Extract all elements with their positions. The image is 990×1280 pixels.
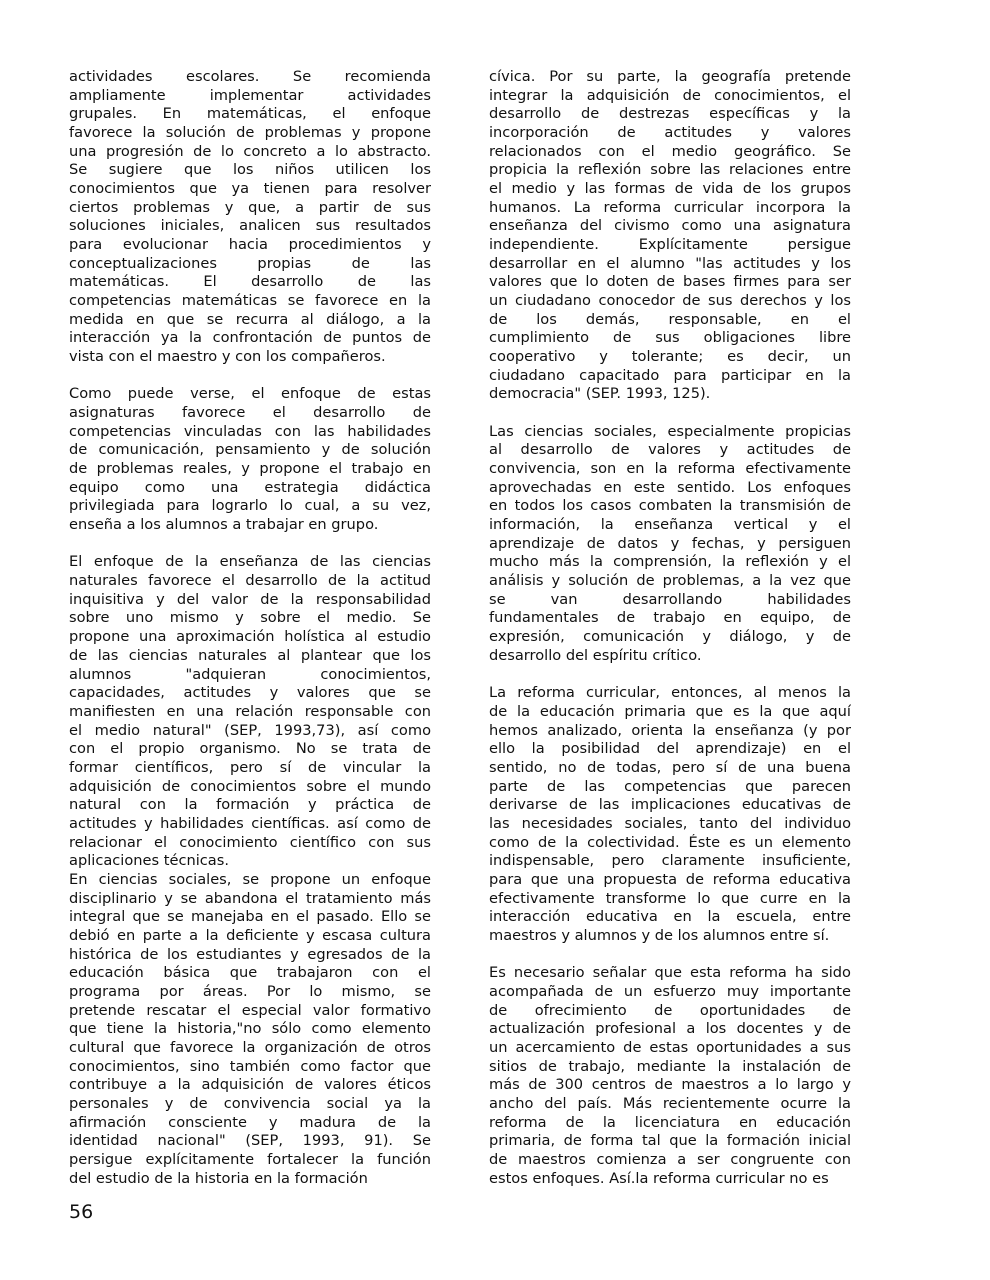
- text-line: ampliamente implementar actividades: [69, 86, 431, 104]
- text-line: aplicaciones técnicas.: [69, 852, 229, 870]
- text-line: mucho más la comprensión, la reflexión y el: [489, 553, 851, 571]
- text-line: enseñanza del civismo como una asignatura: [489, 217, 851, 235]
- text-line: de los demás, responsable, en el: [489, 310, 851, 328]
- text-line: conocimientos que ya tienen para resolver: [69, 180, 431, 198]
- text-line: medida en que se recurra al diálogo, a la: [69, 310, 431, 328]
- text-line: educación básica que trabajaron con el: [69, 964, 431, 982]
- text-line: La reforma curricular, entonces, al menos la: [489, 684, 851, 702]
- text-line: propicia la reflexión sobre las relaciones entre: [489, 161, 851, 179]
- text-line: vista con el maestro y con los compañeros.: [69, 348, 386, 366]
- text-line: asignaturas favorece el desarrollo de: [69, 404, 431, 422]
- paragraph: [489, 423, 851, 666]
- text-line: En ciencias sociales, se propone un enfoque: [69, 870, 431, 888]
- text-line: contribuye a la adquisición de valores éticos: [69, 1076, 431, 1094]
- text-line: de las ciencias naturales al plantear que los: [69, 646, 431, 664]
- text-line: análisis y solución de problemas, a la vez que: [489, 572, 851, 590]
- text-line: soluciones iniciales, analicen sus resultados: [69, 217, 431, 235]
- text-line: más de 300 centros de maestros a lo largo y: [489, 1076, 851, 1094]
- text-line: ciertos problemas y que, a partir de sus: [69, 198, 431, 216]
- text-line: disciplinario y se abandona el tratamiento más: [69, 889, 431, 907]
- text-line: como de la colectividad. Éste es un elemento: [489, 833, 851, 851]
- text-line: humanos. La reforma curricular incorpora la: [489, 198, 851, 216]
- text-line: estos enfoques. Así.la reforma curricular no es: [489, 1169, 829, 1187]
- text-line: persigue explícitamente fortalecer la función: [69, 1150, 431, 1168]
- text-line: ello la posibilidad del aprendizaje) en el: [489, 740, 851, 758]
- text-line: relacionados con el medio geográfico. Se: [489, 142, 851, 160]
- text-line: ancho del país. Más recientemente ocurre la: [489, 1094, 851, 1112]
- text-line: un ciudadano conocedor de sus derechos y los: [489, 292, 851, 310]
- page-number: 56: [69, 1201, 94, 1223]
- text-line: inquisitiva y del valor de la responsabilidad: [69, 590, 431, 608]
- text-line: de ofrecimiento de oportunidades de: [489, 1001, 851, 1019]
- text-line: Se sugiere que los niños utilicen los: [69, 161, 431, 179]
- paragraph-gap: [69, 535, 431, 554]
- text-line: aprendizaje de datos y fechas, y persiguen: [489, 534, 851, 552]
- text-line: indispensable, pero claramente insuficiente,: [489, 852, 851, 870]
- text-line: personales y de convivencia social ya la: [69, 1094, 431, 1112]
- text-line: capacidades, actitudes y valores que se: [69, 684, 431, 702]
- text-line: al desarrollo de valores y actitudes de: [489, 441, 851, 459]
- text-line: equipo como una estrategia didáctica: [69, 478, 431, 496]
- text-line: alumnos "adquieran conocimientos,: [69, 665, 431, 683]
- paragraph-gap: [489, 666, 851, 685]
- text-line: para evolucionar hacia procedimientos y: [69, 236, 431, 254]
- text-line: maestros y alumnos y de los alumnos entre sí.: [489, 926, 830, 944]
- text-line: en todos los casos combaten la transmisión de: [489, 497, 851, 515]
- paragraph: [489, 964, 851, 1188]
- text-line: de comunicación, pensamiento y de solución: [69, 441, 431, 459]
- text-line: natural con la formación y práctica de: [69, 796, 431, 814]
- text-line: debió en parte a la deficiente y escasa cultura: [69, 926, 431, 944]
- text-line: de la educación primaria que es la que aquí: [489, 702, 851, 720]
- text-line: competencias vinculadas con las habilidades: [69, 422, 431, 440]
- text-line: competencias matemáticas se favorece en la: [69, 292, 431, 310]
- text-line: interacción ya la confrontación de puntos de: [69, 329, 431, 347]
- text-line: las necesidades sociales, tanto del individuo: [489, 814, 851, 832]
- text-line: que tiene la historia,"no sólo como elemento: [69, 1020, 431, 1038]
- text-line: información, la enseñanza vertical y el: [489, 516, 851, 534]
- paragraph-gap: [489, 946, 851, 965]
- text-line: naturales favorece el desarrollo de la actitud: [69, 572, 431, 590]
- text-line: afirmación consciente y madura de la: [69, 1113, 431, 1131]
- text-line: favorece la solución de problemas y propone: [69, 124, 431, 142]
- text-line: fundamentales de trabajo en equipo, de: [489, 609, 851, 627]
- text-line: desarrollar en el alumno "las actitudes y los: [489, 254, 851, 272]
- text-line: convivencia, son en la reforma efectivamente: [489, 460, 851, 478]
- text-line: actualización profesional a los docentes y de: [489, 1020, 851, 1038]
- text-line: primaria, de forma tal que la formación inicial: [489, 1132, 851, 1150]
- text-line: de problemas reales, y propone el trabajo en: [69, 460, 431, 478]
- text-line: efectivamente transforme lo que curre en la: [489, 889, 851, 907]
- text-line: propone una aproximación holística al estudio: [69, 628, 431, 646]
- text-line: para que una propuesta de reforma educativa: [489, 870, 851, 888]
- text-line: integral que se manejaba en el pasado. Ello se: [69, 908, 431, 926]
- left-column: [69, 68, 431, 1188]
- text-line: formar científicos, pero sí de vincular la: [69, 758, 431, 776]
- text-line: del estudio de la historia en la formación: [69, 1169, 368, 1187]
- text-line: de maestros comienza a ser congruente con: [489, 1150, 851, 1168]
- text-line: Como puede verse, el enfoque de estas: [69, 385, 431, 403]
- text-line: integrar la adquisición de conocimientos, el: [489, 86, 851, 104]
- text-line: acompañada de un esfuerzo muy importante: [489, 982, 851, 1000]
- text-line: el medio y las formas de vida de los grupos: [489, 180, 851, 198]
- paragraph: [69, 385, 431, 534]
- text-line: adquisición de conocimientos sobre el mundo: [69, 777, 431, 795]
- paragraph: [69, 68, 431, 367]
- text-line: con el propio organismo. No se trata de: [69, 740, 431, 758]
- text-line: cooperativo y tolerante; es decir, un: [489, 348, 851, 366]
- text-line: enseña a los alumnos a trabajar en grupo.: [69, 516, 379, 534]
- text-line: desarrollo de destrezas específicas y la: [489, 105, 851, 123]
- paragraph-gap: [489, 404, 851, 423]
- text-line: Es necesario señalar que esta reforma ha sido: [489, 964, 851, 982]
- text-line: identidad nacional" (SEP, 1993, 91). Se: [69, 1132, 431, 1150]
- text-line: una progresión de lo concreto a lo abstracto.: [69, 142, 431, 160]
- text-line: incorporación de actitudes y valores: [489, 124, 851, 142]
- text-line: actividades escolares. Se recomienda: [69, 68, 431, 85]
- text-line: cívica. Por su parte, la geografía pretende: [489, 68, 851, 85]
- paragraph: [69, 871, 431, 1188]
- text-line: sobre uno mismo y sobre el medio. Se: [69, 609, 431, 627]
- text-line: sitios de trabajo, mediante la instalación de: [489, 1057, 851, 1075]
- text-line: grupales. En matemáticas, el enfoque: [69, 105, 431, 123]
- text-line: actitudes y habilidades científicas. así como de: [69, 814, 431, 832]
- text-line: conocimientos, sino también como factor que: [69, 1057, 431, 1075]
- text-line: el medio natural" (SEP, 1993,73), así como: [69, 721, 431, 739]
- text-line: interacción educativa en la escuela, entre: [489, 908, 851, 926]
- text-line: independiente. Explícitamente persigue: [489, 236, 851, 254]
- text-line: privilegiada para lograrlo lo cual, a su vez,: [69, 497, 431, 515]
- text-line: relacionar el conocimiento científico con sus: [69, 833, 431, 851]
- paragraph: [69, 553, 431, 870]
- text-line: aprovechadas en este sentido. Los enfoques: [489, 478, 851, 496]
- text-line: programa por áreas. Por lo mismo, se: [69, 982, 431, 1000]
- text-line: hemos analizado, orienta la enseñanza (y por: [489, 721, 851, 739]
- text-line: El enfoque de la enseñanza de las ciencias: [69, 553, 431, 571]
- text-line: cumplimiento de sus obligaciones libre: [489, 329, 851, 347]
- text-line: valores que lo doten de bases firmes para ser: [489, 273, 851, 291]
- paragraph: [489, 684, 851, 945]
- text-line: un acercamiento de estas oportunidades a sus: [489, 1038, 851, 1056]
- text-line: sentido, no de todas, pero sí de una buena: [489, 758, 851, 776]
- paragraph-gap: [69, 367, 431, 386]
- right-column: [489, 68, 851, 1188]
- text-line: matemáticas. El desarrollo de las: [69, 273, 431, 291]
- text-line: cultural que favorece la organización de otros: [69, 1038, 431, 1056]
- text-line: ciudadano capacitado para participar en la: [489, 366, 851, 384]
- text-line: reforma de la licenciatura en educación: [489, 1113, 851, 1131]
- text-line: manifiesten en una relación responsable con: [69, 702, 431, 720]
- text-line: se van desarrollando habilidades: [489, 590, 851, 608]
- text-line: Las ciencias sociales, especialmente propicias: [489, 422, 851, 440]
- text-line: democracia" (SEP. 1993, 125).: [489, 385, 711, 403]
- text-line: expresión, comunicación y diálogo, y de: [489, 628, 851, 646]
- paragraph: [489, 68, 851, 404]
- text-line: parte de las competencias que parecen: [489, 777, 851, 795]
- text-line: conceptualizaciones propias de las: [69, 254, 431, 272]
- text-line: desarrollo del espíritu crítico.: [489, 646, 702, 664]
- text-line: derivarse de las implicaciones educativas de: [489, 796, 851, 814]
- text-line: histórica de los estudiantes y egresados de la: [69, 945, 431, 963]
- text-line: pretende rescatar el especial valor formativo: [69, 1001, 431, 1019]
